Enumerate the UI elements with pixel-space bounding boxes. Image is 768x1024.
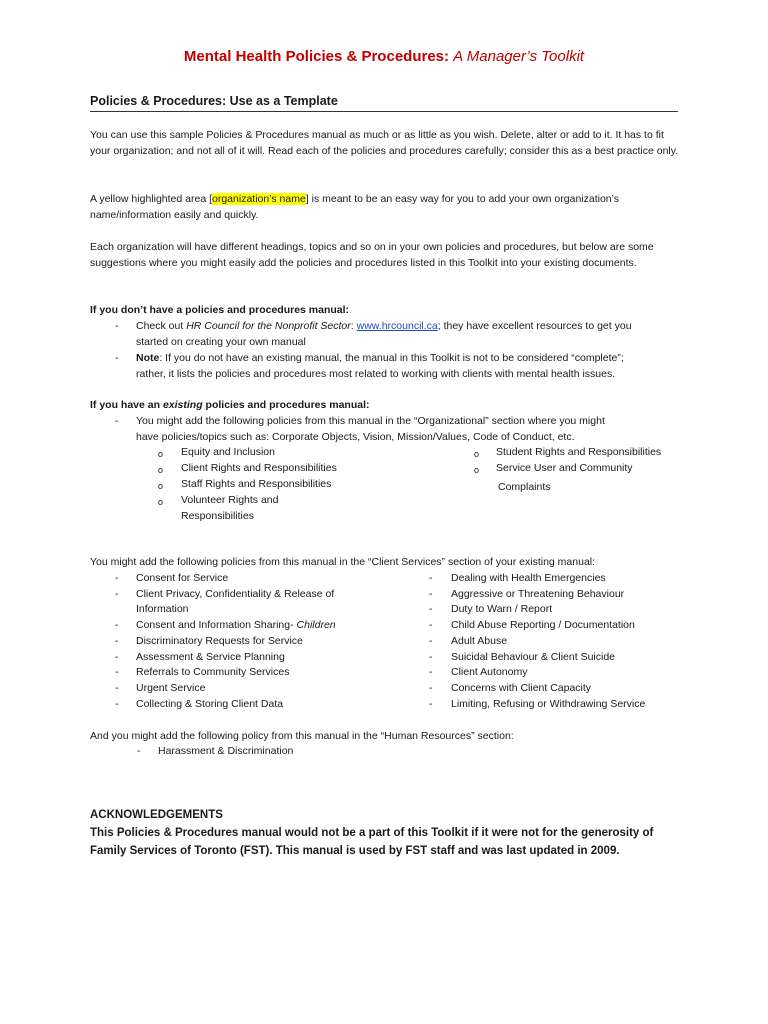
dash-marker: -: [115, 635, 119, 647]
dash-marker: -: [115, 588, 119, 600]
dash-marker: -: [429, 588, 433, 600]
client-services-intro: You might add the following policies from this manual in the “Client Services” section of your existing manual:: [90, 556, 596, 568]
item-italic: Children: [296, 619, 336, 631]
highlight-placeholder: organization’s name: [212, 193, 306, 205]
title-subtitle: A Manager’s Toolkit: [453, 48, 585, 65]
org-item-continued: Responsibilities: [181, 510, 254, 522]
dash-marker: -: [115, 415, 119, 427]
item-text: Consent and Information Sharing-: [136, 619, 294, 631]
client-service-item-continued: Information: [136, 603, 189, 615]
org-item: Student Rights and Responsibilities: [496, 446, 662, 458]
client-service-item: Child Abuse Reporting / Documentation: [451, 619, 635, 631]
dash-marker: -: [115, 320, 119, 332]
client-service-item: Urgent Service: [136, 682, 206, 694]
existing-manual-line-2: have policies/topics such as: Corporate Objects, Vision, Mission/Values, Code of Conduct, etc.: [136, 431, 575, 443]
bullet-marker: o: [158, 481, 164, 491]
client-service-item: Referrals to Community Services: [136, 666, 290, 678]
org-item-continued: Complaints: [498, 481, 551, 493]
org-item: Service User and Community: [496, 462, 633, 474]
note-text: : If you do not have an existing manual, the manual in this Toolkit is not to be considered “complete”;: [159, 352, 624, 364]
client-service-item: Limiting, Refusing or Withdrawing Service: [451, 698, 646, 710]
bullet-marker: o: [158, 449, 164, 459]
no-manual-item-1: [136, 319, 632, 335]
client-service-item: Concerns with Client Capacity: [451, 682, 592, 694]
bullet-marker: o: [474, 465, 480, 475]
p2-text-before: A yellow highlighted area [: [90, 193, 212, 205]
dash-marker: -: [137, 745, 141, 757]
dash-marker: -: [429, 635, 433, 647]
page-title: [0, 48, 768, 65]
heading-text-a: If you have an: [90, 399, 163, 411]
client-service-item: Discriminatory Requests for Service: [136, 635, 303, 647]
client-service-item: Aggressive or Threatening Behaviour: [451, 588, 625, 600]
no-manual-item-2: [136, 351, 624, 367]
item1-text-a: Check out: [136, 320, 187, 332]
acknowledgements-line-1: This Policies & Procedures manual would not be a part of this Toolkit if it were not for the generosity of: [90, 827, 654, 839]
dash-marker: -: [429, 698, 433, 710]
dash-marker: -: [429, 666, 433, 678]
dash-marker: -: [115, 572, 119, 584]
client-service-item: Client Privacy, Confidentiality & Release of: [136, 588, 335, 600]
client-service-item: Dealing with Health Emergencies: [451, 572, 606, 584]
dash-marker: -: [429, 619, 433, 631]
section-heading: Policies & Procedures: Use as a Template: [90, 94, 678, 112]
intro-paragraph-2: [90, 192, 680, 223]
no-manual-heading: If you don’t have a policies and procedures manual:: [90, 304, 350, 316]
hr-council-name: HR Council for the Nonprofit Sector: [186, 320, 351, 332]
dash-marker: -: [115, 682, 119, 694]
dash-marker: -: [115, 698, 119, 710]
no-manual-item-1-line-2: started on creating your own manual: [136, 336, 306, 348]
acknowledgements-line-2: Family Services of Toronto (FST). This manual is used by FST staff and was last updated in 2009.: [90, 845, 620, 857]
item1-text-c: ; they have excellent resources to get you: [437, 320, 632, 332]
client-service-item: Collecting & Storing Client Data: [136, 698, 284, 710]
note-label: Note: [136, 352, 160, 364]
org-item: Volunteer Rights and: [181, 494, 279, 506]
heading-italic: existing: [162, 399, 203, 411]
hr-item: Harassment & Discrimination: [158, 745, 294, 757]
no-manual-item-2-line-2: rather, it lists the policies and procedures most related to working with clients with mental health issues.: [136, 368, 616, 380]
dash-marker: -: [115, 619, 119, 631]
client-service-item: Adult Abuse: [451, 635, 508, 647]
acknowledgements-heading: ACKNOWLEDGEMENTS: [90, 809, 223, 821]
existing-manual-heading: [90, 398, 370, 414]
bullet-marker: o: [158, 497, 164, 507]
existing-manual-line-1: You might add the following policies from this manual in the “Organizational” section where you might: [136, 415, 605, 427]
dash-marker: -: [429, 651, 433, 663]
org-item: Staff Rights and Responsibilities: [181, 478, 332, 490]
item1-text-b: :: [350, 320, 357, 332]
dash-marker: -: [115, 666, 119, 678]
bullet-marker: o: [474, 449, 480, 459]
hr-intro: And you might add the following policy from this manual in the “Human Resources” section:: [90, 730, 514, 742]
client-service-item: Duty to Warn / Report: [451, 603, 553, 615]
client-service-item: Suicidal Behaviour & Client Suicide: [451, 651, 616, 663]
org-item: Client Rights and Responsibilities: [181, 462, 337, 474]
intro-paragraph-3: Each organization will have different headings, topics and so on in your own policies and procedures, but below are some suggestions where you might easily add the policies and procedures listed in this Toolkit into your existing documents.: [90, 241, 654, 269]
client-service-item: Consent for Service: [136, 572, 229, 584]
heading-text-b: policies and procedures manual:: [202, 399, 370, 411]
dash-marker: -: [115, 651, 119, 663]
bullet-marker: o: [158, 465, 164, 475]
client-service-item: Assessment & Service Planning: [136, 651, 285, 663]
intro-paragraph-1: You can use this sample Policies & Procedures manual as much or as little as you wish. Delete, alter or add to it. It has to fit your organization; and not all of it will. Read each of the policies and procedures carefully; consider this as a best practice only.: [90, 129, 679, 157]
hrcouncil-link[interactable]: www.hrcouncil.ca: [356, 320, 438, 332]
p2-text-after: ] is meant to be an easy way for you to add your own organization’s name/information easily and quickly.: [90, 193, 620, 221]
dash-marker: -: [115, 352, 119, 364]
org-item: Equity and Inclusion: [181, 446, 275, 458]
title-main: Mental Health Policies & Procedures:: [183, 48, 449, 65]
dash-marker: -: [429, 603, 433, 615]
dash-marker: -: [429, 682, 433, 694]
client-service-item: [136, 618, 336, 634]
client-service-item: Client Autonomy: [451, 666, 528, 678]
dash-marker: -: [429, 572, 433, 584]
